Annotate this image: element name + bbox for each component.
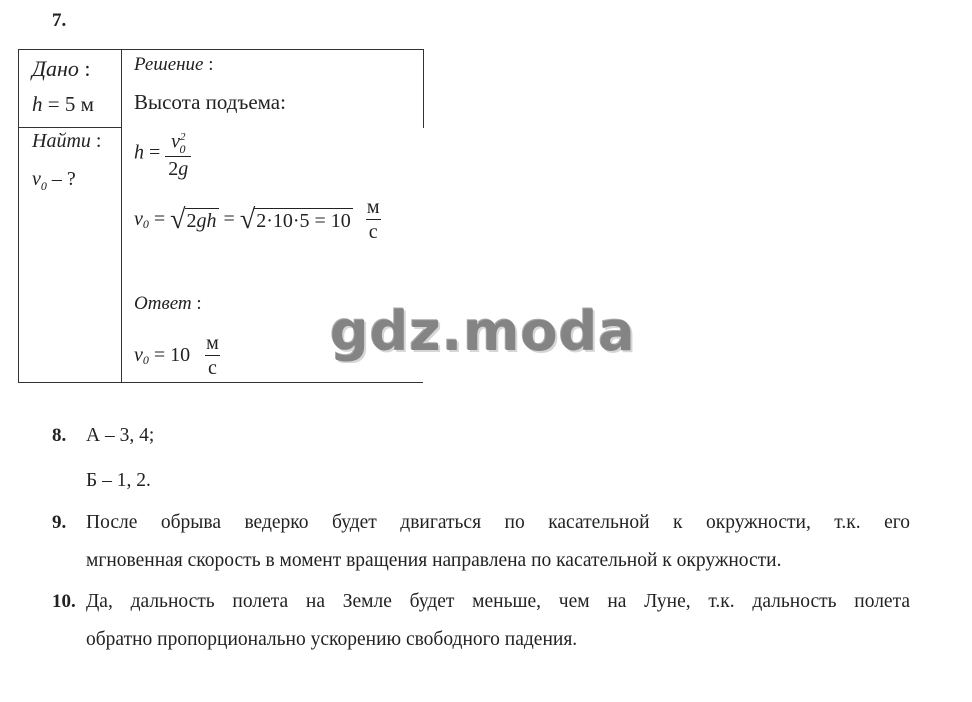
task-10-line-1: Да, дальность полета на Земле будет меньше, чем на Луне, т.к. дальность полета: [86, 591, 910, 612]
given-height-value: 5: [64, 92, 76, 116]
answer-heading: Ответ :: [134, 293, 202, 314]
task-8-line-1: А – 3, 4;: [86, 425, 155, 446]
answer-formula: $v_0 = 10$ $\frac{м}{с}$: [134, 332, 222, 379]
solution-heading: Решение :: [134, 54, 214, 75]
formula-numeric-values: 2·10·5 = 10: [256, 209, 351, 232]
task-10-number: 10.: [52, 591, 76, 612]
answer-label: Ответ: [134, 293, 192, 314]
find-value: – ?: [51, 168, 76, 190]
sqrt-symbolic: √ 2gh: [170, 203, 217, 235]
table-top-line: [19, 49, 423, 50]
formula-velocity: $v_0$ = √ 2gh = √ 2·10·5 = 10 $\frac{м}{с}$: [134, 196, 382, 243]
given-label: Дано: [32, 56, 79, 81]
answer-unit: $\frac{м}{с}$: [206, 332, 219, 379]
find-heading: Найти :: [32, 130, 102, 152]
table-right-line-top: [423, 49, 424, 128]
answer-value: 10: [170, 344, 191, 366]
given-height-unit: м: [80, 92, 94, 116]
task-8-number: 8.: [52, 425, 67, 446]
solution-text: Высота подъема:: [134, 90, 286, 114]
task-7-number: 7.: [52, 10, 67, 31]
task-9-line-2: мгновенная скорость в момент вращения направлена по касательной к окружности.: [86, 550, 782, 571]
task-8-line-2: Б – 1, 2.: [86, 470, 151, 491]
table-given-divider: [19, 127, 121, 128]
given-heading: Дано :: [32, 56, 91, 81]
task-9-line-1: После обрыва ведерко будет двигаться по касательной к окружности, т.к. его: [86, 512, 910, 533]
formula-height: h = $\frac{v^2_0}{2g}$: [134, 126, 191, 180]
table-column-divider: [121, 49, 122, 382]
find-label: Найти: [32, 130, 91, 152]
sqrt-numeric: √ 2·10·5 = 10: [239, 203, 351, 235]
watermark-logo: gdz.moda: [330, 300, 636, 363]
task-9-number: 9.: [52, 512, 67, 533]
find-velocity: $v_0$ – ?: [32, 168, 76, 193]
given-height: h = 5 м: [32, 92, 94, 116]
formula-height-fraction: $\frac{v^2_0}{2g}$: [165, 126, 191, 180]
velocity-unit: $\frac{м}{с}$: [366, 196, 380, 243]
solution-label: Решение: [134, 54, 204, 75]
task-10-line-2: обратно пропорционально ускорению свободного падения.: [86, 629, 578, 650]
